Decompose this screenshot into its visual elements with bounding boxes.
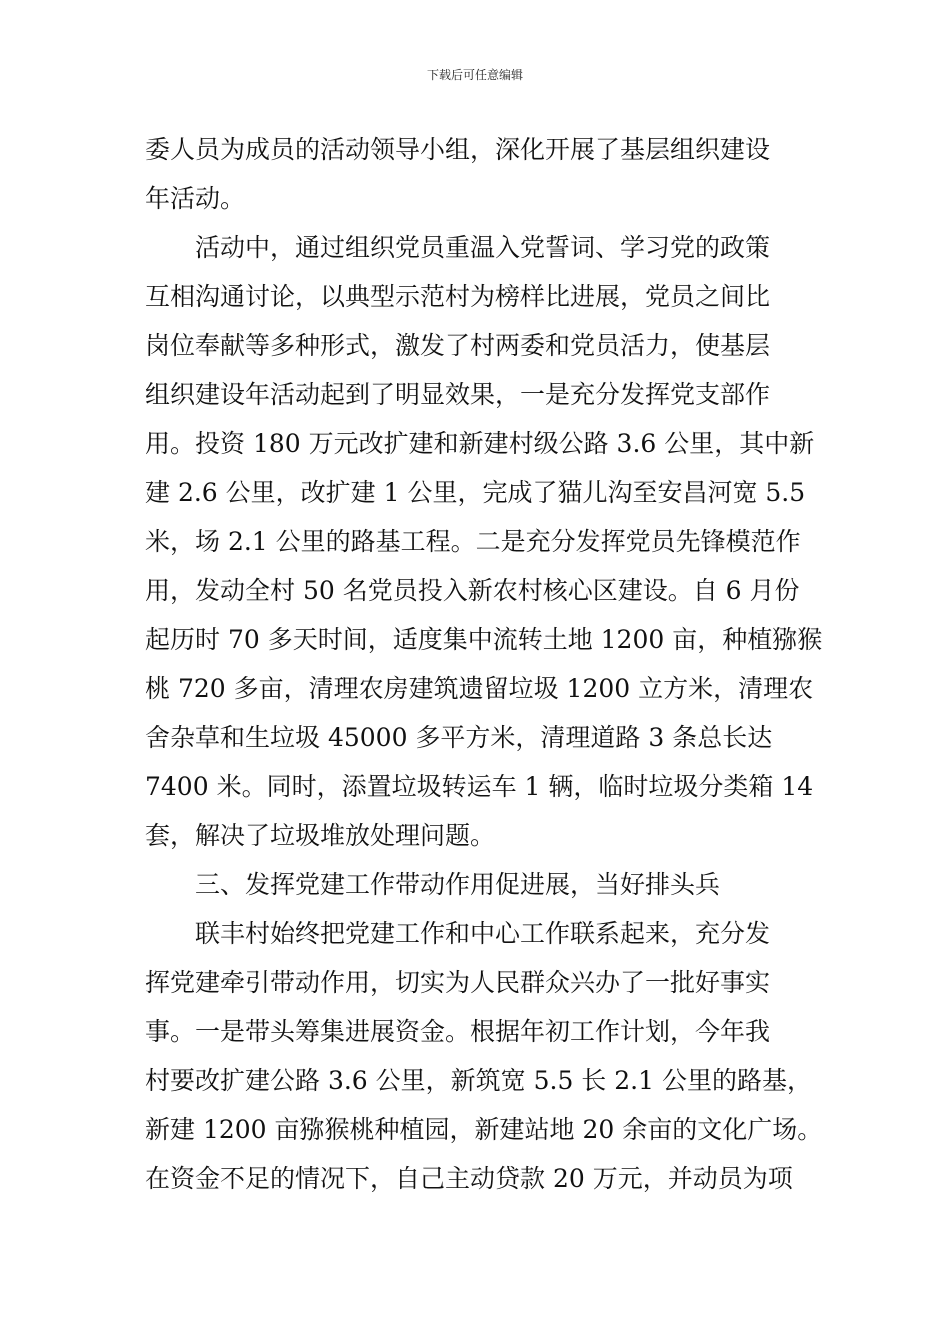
text-line: 建 2.6 公里，改扩建 1 公里，完成了猫儿沟至安昌河宽 5.5 [145,478,806,507]
body-text [145,125,823,1203]
page-header: 下载后可任意编辑 [426,68,523,82]
text-line: 组织建设年活动起到了明显效果，一是充分发挥党支部作 [145,380,771,409]
text-line: 岗位奉献等多种形式，激发了村两委和党员活力，使基层 [145,331,771,360]
paragraph-start-line: 联丰村始终把党建工作和中心工作联系起来，充分发 [195,919,771,948]
text-line: 互相沟通讨论，以典型示范村为榜样比进展，党员之间比 [145,282,771,311]
text-line: 起历时 70 多天时间，适度集中流转土地 1200 亩，种植猕猴 [145,625,823,654]
text-line: 在资金不足的情况下，自己主动贷款 20 万元，并动员为项 [145,1164,793,1193]
text-line: 7400 米。同时，添置垃圾转运车 1 辆，临时垃圾分类箱 14 [145,772,814,801]
text-line: 事。一是带头筹集进展资金。根据年初工作计划，今年我 [145,1017,771,1046]
text-line: 新建 1200 亩猕猴桃种植园，新建站地 20 余亩的文化广场。 [145,1115,823,1144]
text-line: 桃 720 多亩，清理农房建筑遗留垃圾 1200 立方米，清理农 [145,674,814,703]
text-line: 用，发动全村 50 名党员投入新农村核心区建设。自 6 月份 [145,576,800,605]
paragraph-start-line: 活动中，通过组织党员重温入党誓词、学习党的政策 [195,233,771,262]
text-line: 年活动。 [145,184,246,213]
text-line: 用。投资 180 万元改扩建和新建村级公路 3.6 公里，其中新 [145,429,815,458]
text-line: 套，解决了垃圾堆放处理问题。 [145,821,496,850]
text-line: 米，场 2.1 公里的路基工程。二是充分发挥党员先锋模范作 [145,527,801,556]
text-line: 挥党建牵引带动作用，切实为人民群众兴办了一批好事实 [145,968,771,997]
text-line: 村要改扩建公路 3.6 公里，新筑宽 5.5 长 2.1 公里的路基， [145,1066,812,1095]
section-heading: 三、发挥党建工作带动作用促进展，当好排头兵 [195,870,721,899]
text-line: 舍杂草和生垃圾 45000 多平方米，清理道路 3 条总长达 [145,723,773,752]
text-line: 委人员为成员的活动领导小组，深化开展了基层组织建设 [145,135,771,164]
